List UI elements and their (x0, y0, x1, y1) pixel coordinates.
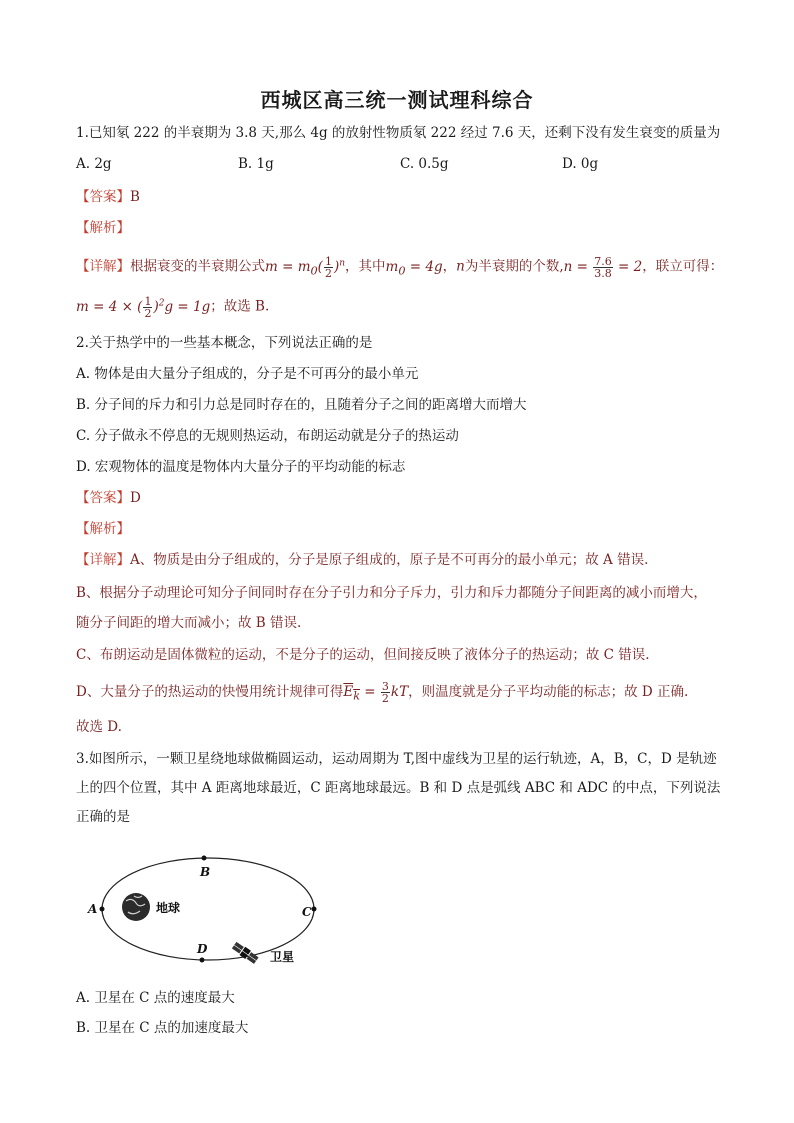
q3-stem-line-3: 正确的是 (76, 809, 130, 825)
label-d: D (197, 942, 208, 956)
q3-option-b: B. 卫星在 C 点的加速度最大 (76, 1020, 249, 1036)
q2-detail-c: C、布朗运动是固体微粒的运动，不是分子的运动，但间接反映了液体分子的热运动；故 C 错误. (76, 647, 650, 663)
point-d (200, 958, 205, 963)
q1-option-a: A. 2g (76, 156, 112, 172)
n-formula: n = $\frac{7.6}{3.8}$ = 2 (563, 254, 643, 280)
initial-mass-formula: $m_0 = 4g$ (385, 258, 443, 278)
q1-analysis-tag: 【解析】 (76, 220, 130, 236)
point-b (202, 856, 207, 861)
detail-tag: 【详解】 (76, 258, 130, 275)
q3-stem-line-1: 3.如图所示，一颗卫星绕地球做椭圆运动，运动周期为 T,图中虚线为卫星的运行轨迹，A，B，C，D 是轨迹 (76, 751, 717, 767)
q2-conclusion: 故选 D. (76, 719, 122, 735)
q2-analysis-tag: 【解析】 (76, 521, 130, 537)
label-b: B (200, 865, 211, 879)
page-title: 西城区高三统一测试理科综合 (260, 88, 534, 112)
q1-detail-line-1: 【详解】根据衰变的半衰期公式$m = m_0$( $\frac{1}{2}$ )$^n$，其中$m_0 = 4g$，n为半衰期的个数,n = $\frac{7.6}{3.8}$ = 2，联立可得： (76, 254, 724, 280)
point-a (100, 907, 105, 912)
result-formula: m = 4 × ( $\frac{1}{2}$ )$^2$g = 1g (76, 294, 211, 320)
answer-tag: 【答案】 (76, 189, 130, 205)
label-c: C (302, 905, 312, 919)
q1-detail-line-2: m = 4 × ( $\frac{1}{2}$ )$^2$g = 1g；故选 B. (76, 294, 270, 320)
q2-detail-a: 【详解】A、物质是由分子组成的，分子是原子组成的，原子是不可再分的最小单元；故 A 错误. (76, 552, 649, 568)
q2-detail-b2: 随分子间距的增大而减小；故 B 错误. (76, 615, 302, 631)
q3-stem-line-2: 上的四个位置，其中 A 距离地球最近，C 距离地球最远。B 和 D 点是弧线 ABC 和 ADC 的中点，下列说法 (76, 780, 721, 796)
q1-option-c: C. 0.5g (400, 156, 449, 172)
q2-option-d: D. 宏观物体的温度是物体内大量分子的平均动能的标志 (76, 459, 406, 475)
answer-tag: 【答案】 (76, 490, 130, 506)
q1-stem: 1.已知氡 222 的半衰期为 3.8 天,那么 4g 的放射性物质氡 222 经过 7.6 天，还剩下没有发生衰变的质量为 (76, 125, 721, 141)
point-c (312, 907, 317, 912)
earth-icon (122, 893, 150, 921)
earth-label: 地球 (156, 901, 181, 915)
q2-stem: 2.关于热学中的一些基本概念，下列说法正确的是 (76, 335, 373, 351)
q2-option-b: B. 分子间的斥力和引力总是同时存在的，且随着分子之间的距离增大而增大 (76, 397, 527, 413)
answer-value: D (130, 490, 141, 506)
q2-detail-b1: B、根据分子动理论可知分子间同时存在分子引力和分子斥力，引力和斥力都随分子间距离的减小而增大， (76, 585, 707, 601)
orbit-diagram (80, 846, 340, 976)
q3-option-a: A. 卫星在 C 点的速度最大 (76, 990, 235, 1006)
satellite-label: 卫星 (270, 950, 295, 964)
q2-answer (76, 489, 141, 507)
detail-tag: 【详解】 (76, 552, 130, 568)
half-life-formula: $m = m_0$( $\frac{1}{2}$ )$^n$ (265, 254, 346, 280)
label-a: A (88, 902, 98, 916)
q1-option-b: B. 1g (238, 156, 274, 172)
q2-detail-d: D、大量分子的热运动的快慢用统计规律可得$E_k$ = $\frac{3}{2}$ kT，则温度就是分子平均动能的标志；故 D 正确. (76, 680, 689, 705)
q1-answer (76, 188, 140, 206)
satellite-icon (231, 941, 259, 965)
q1-option-d: D. 0g (562, 156, 599, 172)
q2-option-a: A. 物体是由大量分子组成的，分子是不可再分的最小单元 (76, 366, 419, 382)
kinetic-energy-formula: $E_k$ = $\frac{3}{2}$ kT (343, 680, 409, 705)
answer-value: B (130, 189, 140, 205)
q2-option-c: C. 分子做永不停息的无规则热运动，布朗运动就是分子的热运动 (76, 428, 459, 444)
